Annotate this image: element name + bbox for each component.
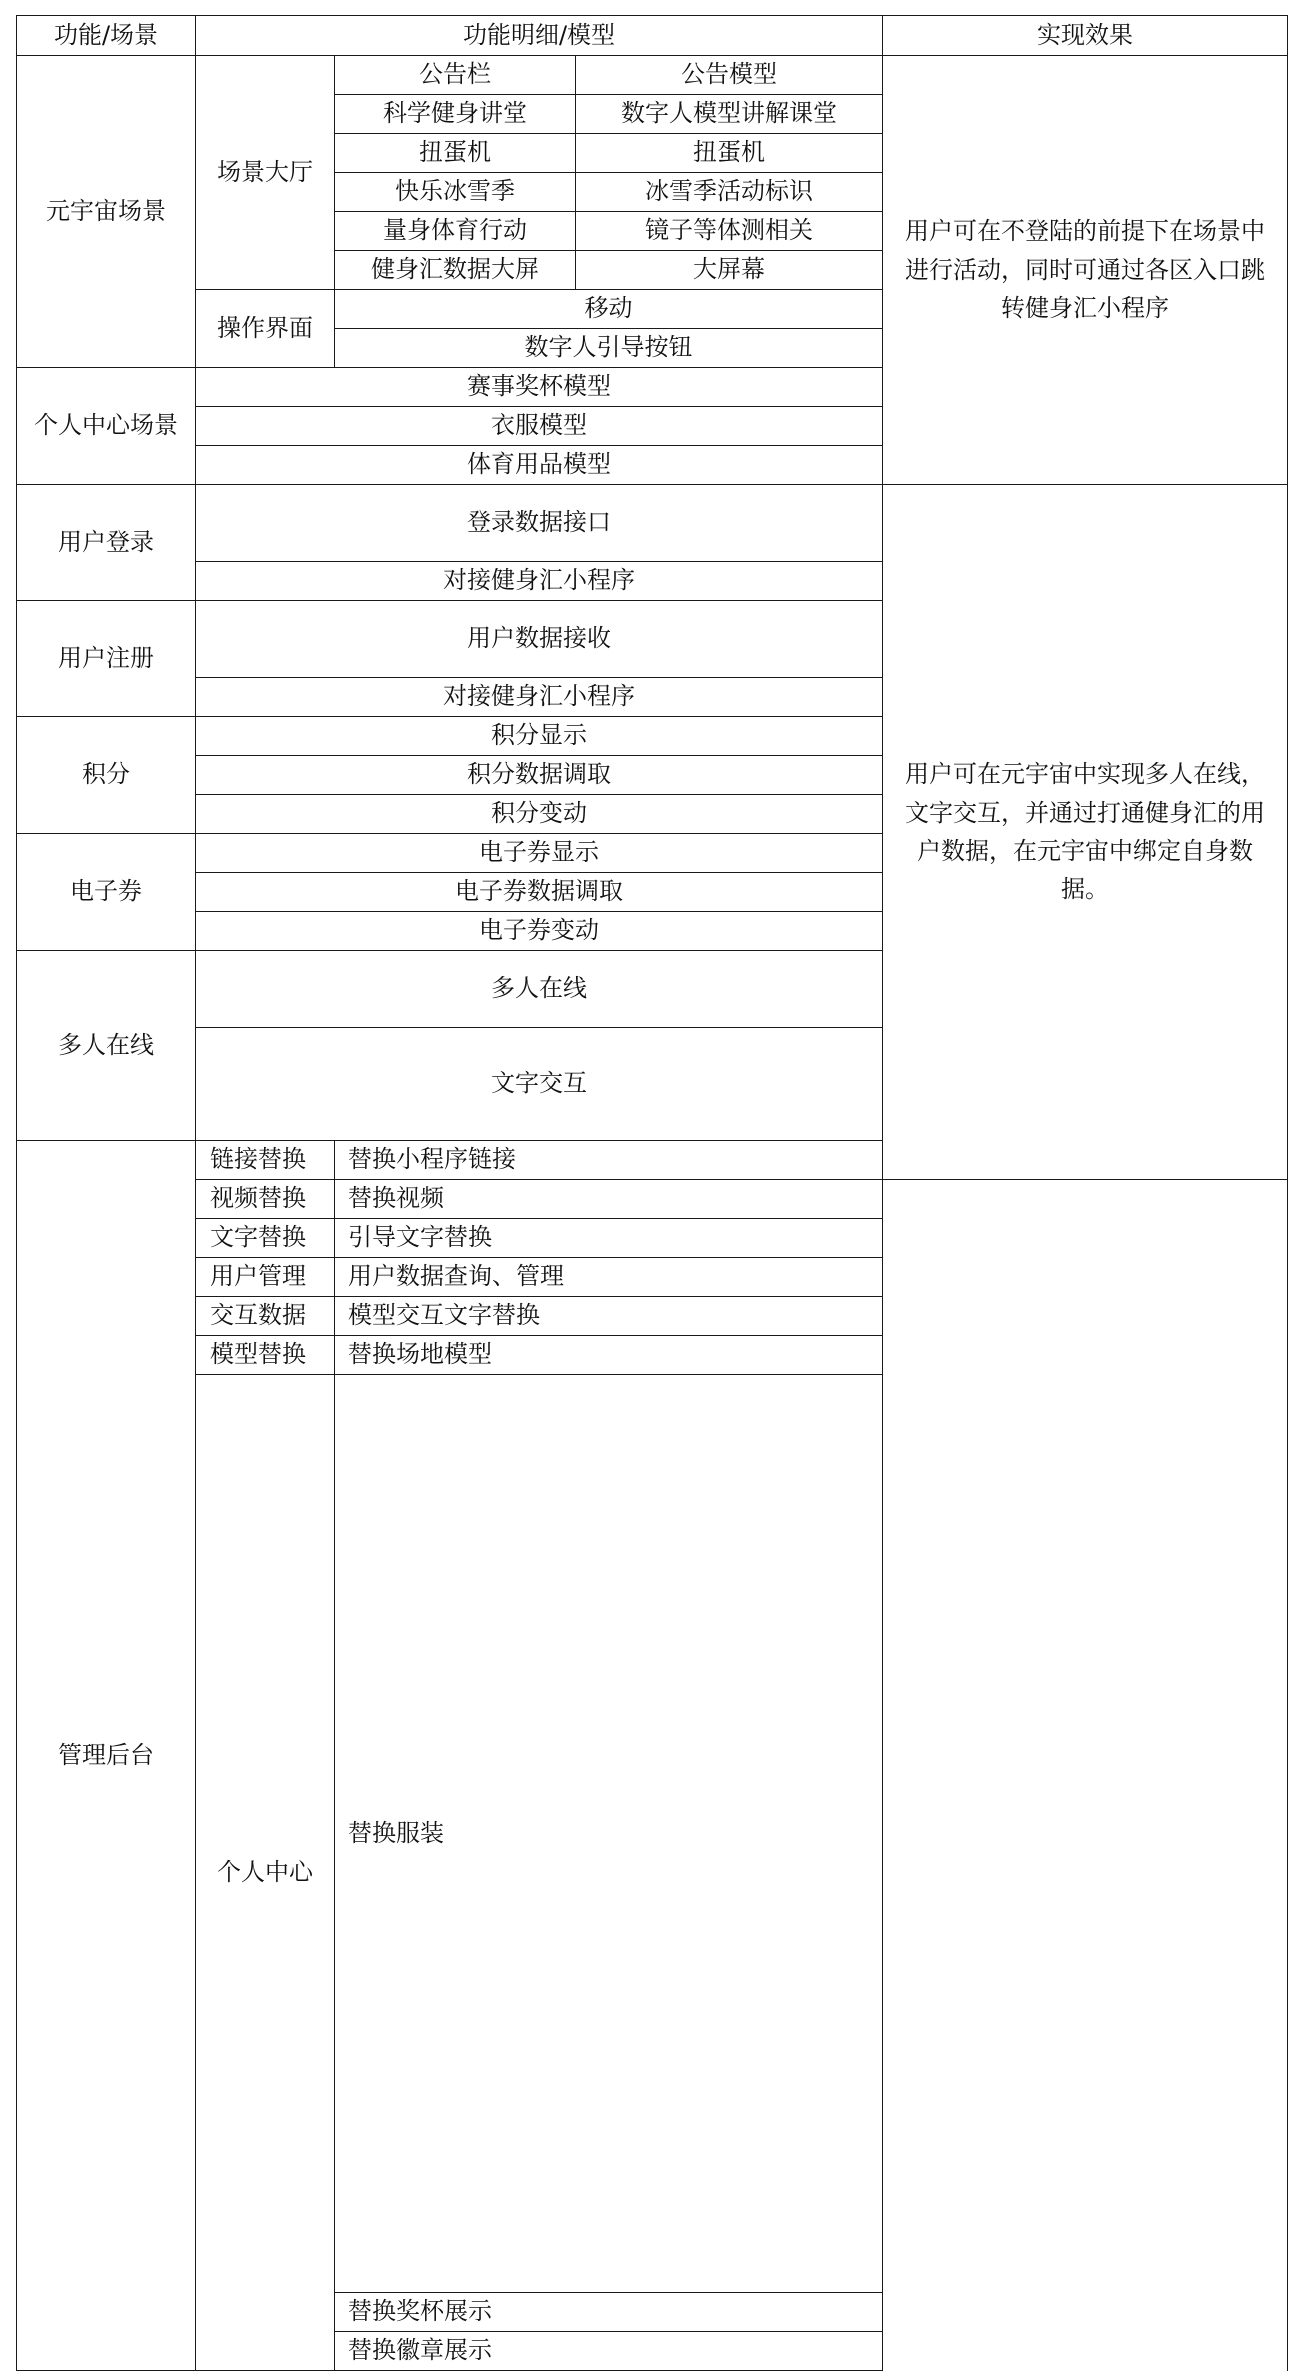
hall-item-name: 健身汇数据大屏 [335, 251, 576, 290]
admin-personal-item: 替换奖杯展示 [335, 2292, 883, 2331]
hall-item-model: 镜子等体测相关 [576, 212, 883, 251]
table-row [17, 1258, 1288, 1297]
personal-scene-item: 衣服模型 [196, 407, 883, 446]
header-effect: 实现效果 [883, 16, 1288, 56]
admin-item-detail: 替换小程序链接 [335, 1141, 883, 1180]
multi-online-item: 文字交互 [196, 1028, 883, 1141]
admin-item-detail: 模型交互文字替换 [335, 1297, 883, 1336]
user-register-item: 对接健身汇小程序 [196, 678, 883, 717]
hall-item-name: 快乐冰雪季 [335, 173, 576, 212]
table-row [17, 56, 1288, 95]
scene-hall-label: 场景大厅 [196, 56, 335, 290]
table-row [17, 1219, 1288, 1258]
table-row [17, 1297, 1288, 1336]
personal-scene-label: 个人中心场景 [17, 368, 196, 485]
admin-item-detail: 替换视频 [335, 1180, 883, 1219]
feature-spec-table [16, 15, 1288, 2371]
hall-item-model: 冰雪季活动标识 [576, 173, 883, 212]
admin-personal-item: 替换徽章展示 [335, 2331, 883, 2370]
multi-online-item: 多人在线 [196, 951, 883, 1028]
points-label: 积分 [17, 717, 196, 834]
operation-ui-item: 移动 [335, 290, 883, 329]
admin-item-name: 用户管理 [196, 1258, 335, 1297]
table-row [17, 1336, 1288, 1375]
admin-item-name: 链接替换 [196, 1141, 335, 1180]
points-item: 积分数据调取 [196, 756, 883, 795]
table-header-row [17, 16, 1288, 56]
hall-item-name: 公告栏 [335, 56, 576, 95]
user-register-item: 用户数据接收 [196, 601, 883, 678]
admin-backend-label: 管理后台 [17, 1141, 196, 2371]
multi-online-label: 多人在线 [17, 951, 196, 1141]
hall-item-model: 数字人模型讲解课堂 [576, 95, 883, 134]
admin-item-name: 视频替换 [196, 1180, 335, 1219]
operation-ui-item: 数字人引导按钮 [335, 329, 883, 368]
admin-item-name: 交互数据 [196, 1297, 335, 1336]
user-register-label: 用户注册 [17, 601, 196, 717]
coupon-item: 电子券显示 [196, 834, 883, 873]
personal-scene-item: 赛事奖杯模型 [196, 368, 883, 407]
admin-personal-item: 替换服装 [335, 1375, 883, 2293]
metaverse-scene-label: 元宇宙场景 [17, 56, 196, 368]
hall-item-model: 扭蛋机 [576, 134, 883, 173]
personal-scene-item: 体育用品模型 [196, 446, 883, 485]
table-row [17, 1180, 1288, 1219]
effect-scene-browse: 用户可在不登陆的前提下在场景中进行活动，同时可通过各区入口跳转健身汇小程序 [883, 56, 1288, 485]
admin-item-name: 模型替换 [196, 1336, 335, 1375]
hall-item-name: 扭蛋机 [335, 134, 576, 173]
coupon-item: 电子券数据调取 [196, 873, 883, 912]
admin-item-detail: 用户数据查询、管理 [335, 1258, 883, 1297]
effect-multiplayer: 用户可在元宇宙中实现多人在线，文字交互，并通过打通健身汇的用户数据，在元宇宙中绑定自身数据。 [883, 485, 1288, 1180]
coupon-item: 电子券变动 [196, 912, 883, 951]
header-feature-detail: 功能明细/模型 [196, 16, 883, 56]
hall-item-model: 大屏幕 [576, 251, 883, 290]
hall-item-name: 量身体育行动 [335, 212, 576, 251]
admin-item-detail: 引导文字替换 [335, 1219, 883, 1258]
header-feature-scene: 功能/场景 [17, 16, 196, 56]
user-login-item: 登录数据接口 [196, 485, 883, 562]
admin-personal-center-label: 个人中心 [196, 1375, 335, 2371]
table-row [17, 1375, 1288, 2293]
admin-item-name: 文字替换 [196, 1219, 335, 1258]
coupon-label: 电子券 [17, 834, 196, 951]
user-login-label: 用户登录 [17, 485, 196, 601]
points-item: 积分显示 [196, 717, 883, 756]
points-item: 积分变动 [196, 795, 883, 834]
admin-item-detail: 替换场地模型 [335, 1336, 883, 1375]
hall-item-name: 科学健身讲堂 [335, 95, 576, 134]
user-login-item: 对接健身汇小程序 [196, 562, 883, 601]
table-row [17, 485, 1288, 562]
operation-ui-label: 操作界面 [196, 290, 335, 368]
hall-item-model: 公告模型 [576, 56, 883, 95]
